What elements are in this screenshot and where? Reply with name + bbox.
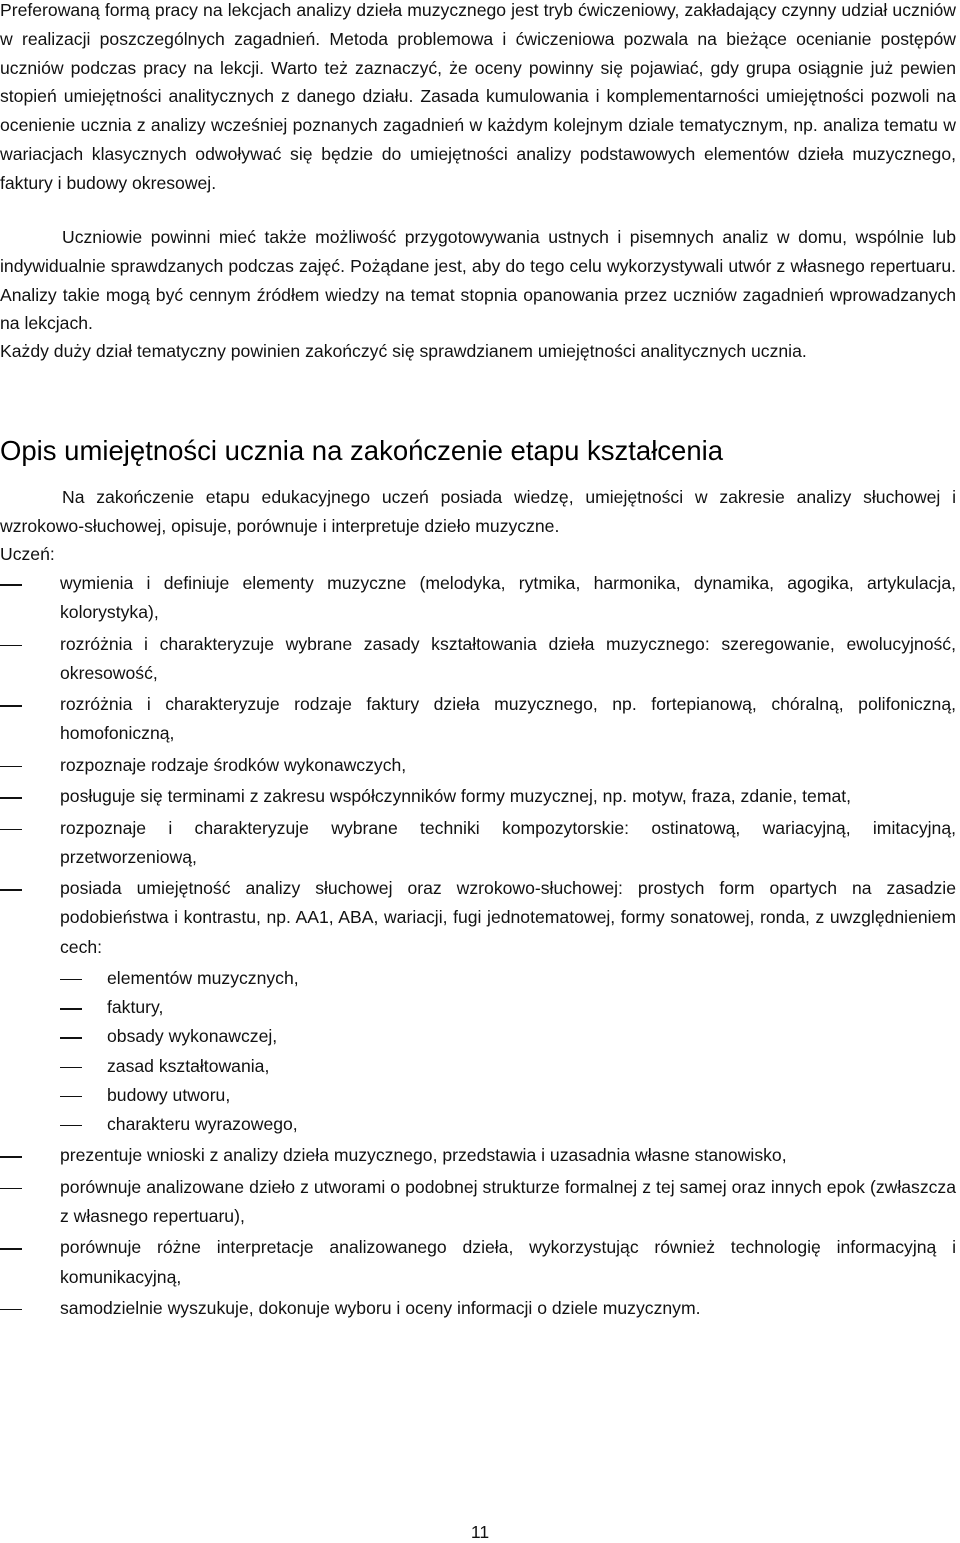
list-item: rozpoznaje i charakteryzuje wybrane techniki kompozytorskie: ostinatową, wariacyjną, imitacyjną, przetworzeniową, [0,814,956,872]
list-item: rozpoznaje rodzaje środków wykonawczych, [0,751,956,780]
list-item: porównuje analizowane dzieło z utworami o podobnej strukturze formalnej z tej samej oraz innych epok (zwłaszcza z własnego repertuaru), [0,1173,956,1231]
sub-list-item: elementów muzycznych, [60,964,956,993]
list-item-with-sublist [0,964,956,1139]
list-item: porównuje różne interpretacje analizowanego dzieła, wykorzystując również technologię informacyjną i komunikacyjną, [0,1233,956,1291]
list-item: samodzielnie wyszukuje, dokonuje wyboru i oceny informacji o dziele muzycznym. [0,1294,956,1323]
sub-list-item: obsady wykonawczej, [60,1022,956,1051]
sub-list-item: faktury, [60,993,956,1022]
list-item: wymienia i definiuje elementy muzyczne (melodyka, rytmika, harmonika, dynamika, agogika, artykulacja, kolorystyka), [0,569,956,627]
sub-list-item: charakteru wyrazowego, [60,1110,956,1139]
list-item: rozróżnia i charakteryzuje wybrane zasady kształtowania dzieła muzycznego: szeregowanie, ewolucyjność, okresowość, [0,630,956,688]
list-item: posiada umiejętność analizy słuchowej oraz wzrokowo-słuchowej: prostych form opartych na zasadzie podobieństwa i kontrastu, np. AA1, ABA, wariacji, fugi jednotematowej, formy sonatowej, ronda, z uwzględnieniem cech: [0,874,956,962]
skills-list [0,569,956,1325]
intro-paragraph-1: Preferowaną formą pracy na lekcjach analizy dzieła muzycznego jest tryb ćwiczeniowy, zakładający czynny udział uczniów w realizacji poszczególnych zagadnień. Metoda problemowa i ćwiczeniowa pozwala na bieżące ocenianie postępów uczniów podczas pracy na lekcji. Warto też zaznaczyć, że oceny powinny się pojawiać, gdy grupa osiągnie już pewien stopień umiejętności analitycznych z danego działu. Zasada kumulowania i komplementarności umiejętności pozwoli na ocenienie ucznia z analizy wcześniej poznanych zagadnień w każdym kolejnym dziale tematycznym, np. analiza tematu w wariacjach klasycznych odwoływać się będzie do umiejętności analizy podstawowych elementów dzieła muzycznego, faktury i budowy okresowej. [0,0,956,193]
intro-paragraph-3: Każdy duży dział tematyczny powinien zakończyć się sprawdzianem umiejętności analitycznych ucznia. [0,341,807,361]
student-label: Uczeń: [0,544,55,564]
section-lead-paragraph: Na zakończenie etapu edukacyjnego uczeń posiada wiedzę, umiejętności w zakresie analizy słuchowej i wzrokowo-słuchowej, opisuje, porównuje i interpretuje dzieło muzyczne. [0,487,956,536]
sub-list-item: budowy utworu, [60,1081,956,1110]
list-item: prezentuje wnioski z analizy dzieła muzycznego, przedstawia i uzasadnia własne stanowisko, [0,1141,956,1170]
features-sublist [60,964,956,1139]
section-heading: Opis umiejętności ucznia na zakończenie etapu kształcenia [0,435,724,466]
list-item: rozróżnia i charakteryzuje rodzaje faktury dzieła muzycznego, np. fortepianową, chóralną, polifoniczną, homofoniczną, [0,690,956,748]
intro-paragraph-2: Uczniowie powinni mieć także możliwość przygotowywania ustnych i pisemnych analiz w domu, wspólnie lub indywidualnie sprawdzanych podczas zajęć. Pożądane jest, aby do tego celu wykorzystywali utwór z własnego repertuaru. Analizy takie mogą być cennym źródłem wiedzy na temat stopnia opanowania przez uczniów zagadnień wprowadzanych na lekcjach. [0,227,956,334]
list-item: posługuje się terminami z zakresu współczynników formy muzycznej, np. motyw, fraza, zdanie, temat, [0,782,956,811]
page-number: 11 [470,1522,490,1542]
sub-list-item: zasad kształtowania, [60,1052,956,1081]
